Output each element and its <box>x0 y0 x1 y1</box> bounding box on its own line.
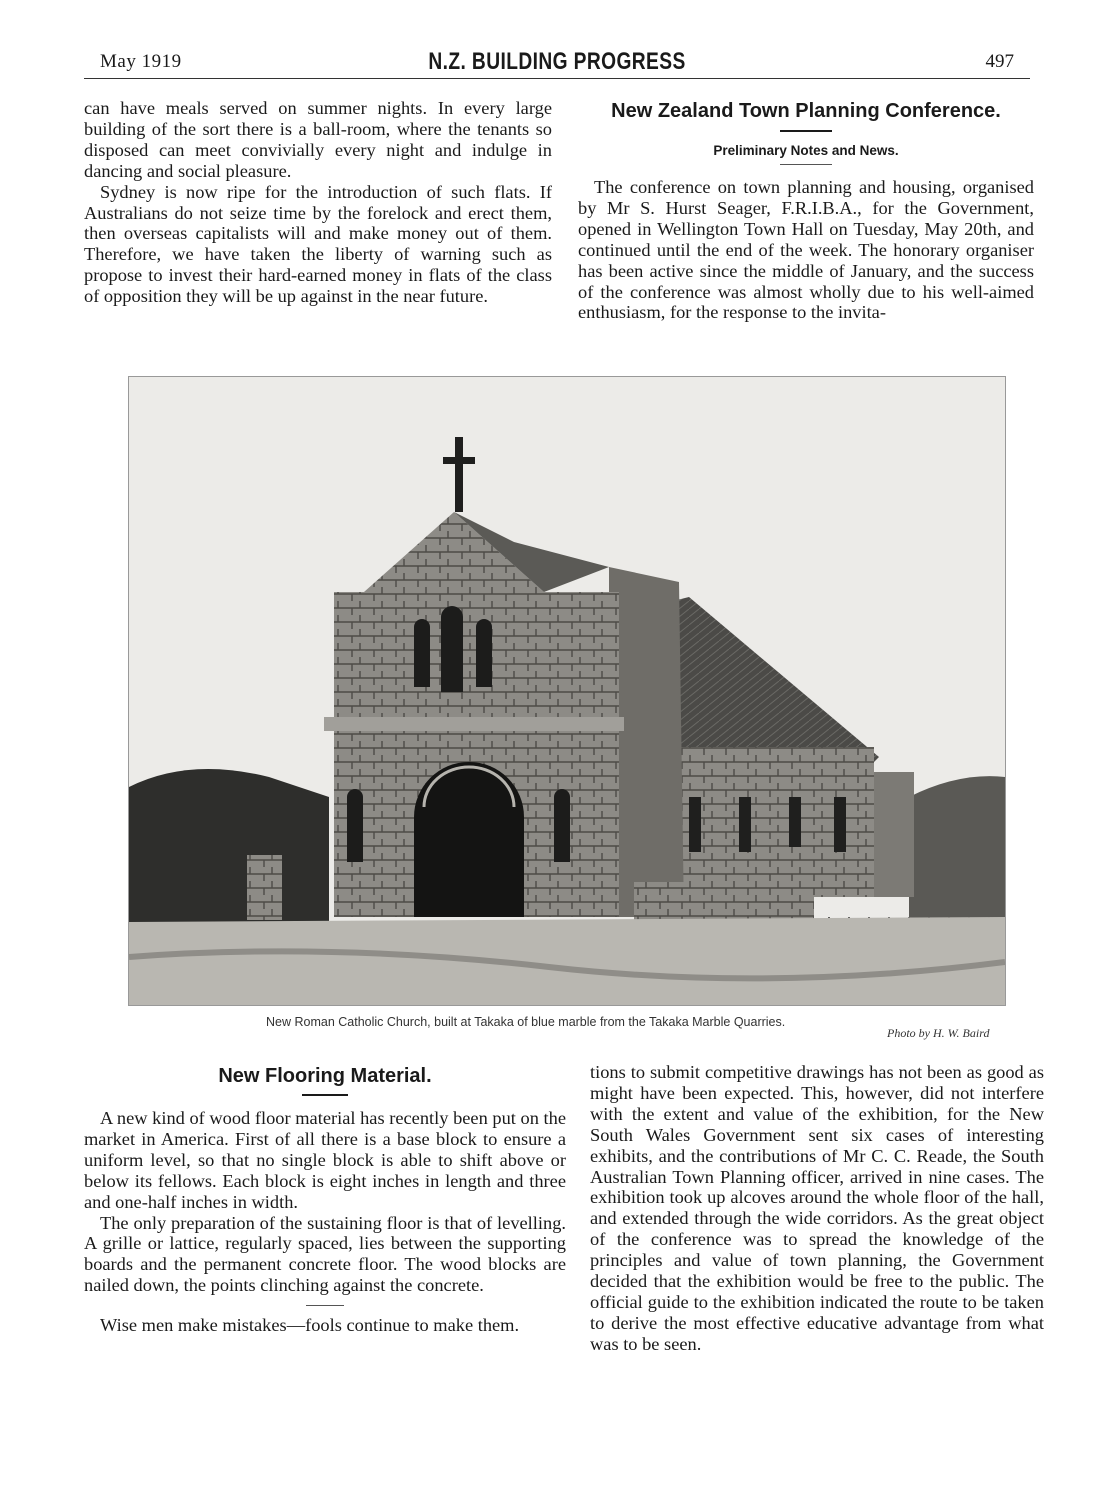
flooring-title-rule <box>302 1094 348 1096</box>
church-photo <box>128 376 1006 1006</box>
conference-subtitle: Preliminary Notes and News. <box>713 143 899 158</box>
flooring-paragraph-1: A new kind of wood floor material has recently been put on the market in America. First of all there is a base block to ensure a uniform level, so that no single block is able to shift above or below its fellows. Each block is eight inches in length and three and one-half inches in width. <box>84 1108 566 1212</box>
closing-quote: Wise men make mistakes—fools continue to make them. <box>100 1315 520 1336</box>
photo-caption: New Roman Catholic Church, built at Takaka of blue marble from the Takaka Marble Quarries. <box>266 1015 786 1029</box>
church-illustration <box>129 377 1005 1005</box>
flats-paragraph-2: Sydney is now ripe for the introduction of such flats. If Australians do not seize time by the forelock and erect them, then overseas capitalists will and make money out of them. Therefore, we have taken the liberty of warning such as propose to invest their hard-earned money in flats of the class of opposition they will be up against in the near future. <box>84 181 552 307</box>
quote-separator <box>306 1305 344 1306</box>
publication-title: N.Z. BUILDING PROGRESS <box>428 48 686 75</box>
conference-article-continued <box>590 1062 1044 1355</box>
subtitle-rule <box>780 164 832 165</box>
conference-title: New Zealand Town Planning Conference. <box>611 100 1001 122</box>
conference-paragraph-2: tions to submit competitive drawings has not been as good as might have been expected. This, however, did not interfere with the extent and value of the exhibition, for the New South Wales Government sent six cases of interesting exhibits, and the contributions of Mr C. C. Reade, the South Australian Town Planning officer, arrived in nine cases. The exhibition took up alcoves around the whole floor of the hall, and extended through the wide corridors. As the great object of the conference was to spread the knowledge of the principles and value of town planning, the Government decided that the exhibition would be free to the public. The official guide to the exhibition indicated the route to be taken to derive the most effective educative advantage from what was to be seen. <box>590 1062 1044 1354</box>
flats-article-continued <box>84 98 552 307</box>
flooring-title: New Flooring Material. <box>218 1065 432 1087</box>
flats-paragraph-1: can have meals served on summer nights. In every large building of the sort there is a ball-room, where the tenants so disposed can meet convivially every night and indulge in dancing and social pleasure. <box>84 98 552 181</box>
conference-paragraph-1: The conference on town planning and housing, organised by Mr S. Hurst Seager, F.R.I.B.A., for the Government, opened in Wellington Town Hall on Tuesday, May 20th, and continued until the end of the week. The honorary organiser has been active since the middle of January, and the success of the conference was almost wholly due to his well-aimed enthusiasm, for the response to the invita- <box>578 177 1034 323</box>
issue-date: May 1919 <box>100 51 182 72</box>
flooring-article <box>84 1062 566 1336</box>
photo-credit: Photo by H. W. Baird <box>887 1026 990 1040</box>
flooring-paragraph-2: The only preparation of the sustaining floor is that of levelling. A grille or lattice, regularly spaced, lies between the supporting boards and the permanent concrete floor. The wood blocks are nailed down, the points clinching against the concrete. <box>84 1212 566 1296</box>
page-header <box>84 48 1030 79</box>
conference-article <box>578 98 1034 323</box>
title-rule <box>780 130 832 132</box>
page-number: 497 <box>985 51 1014 72</box>
